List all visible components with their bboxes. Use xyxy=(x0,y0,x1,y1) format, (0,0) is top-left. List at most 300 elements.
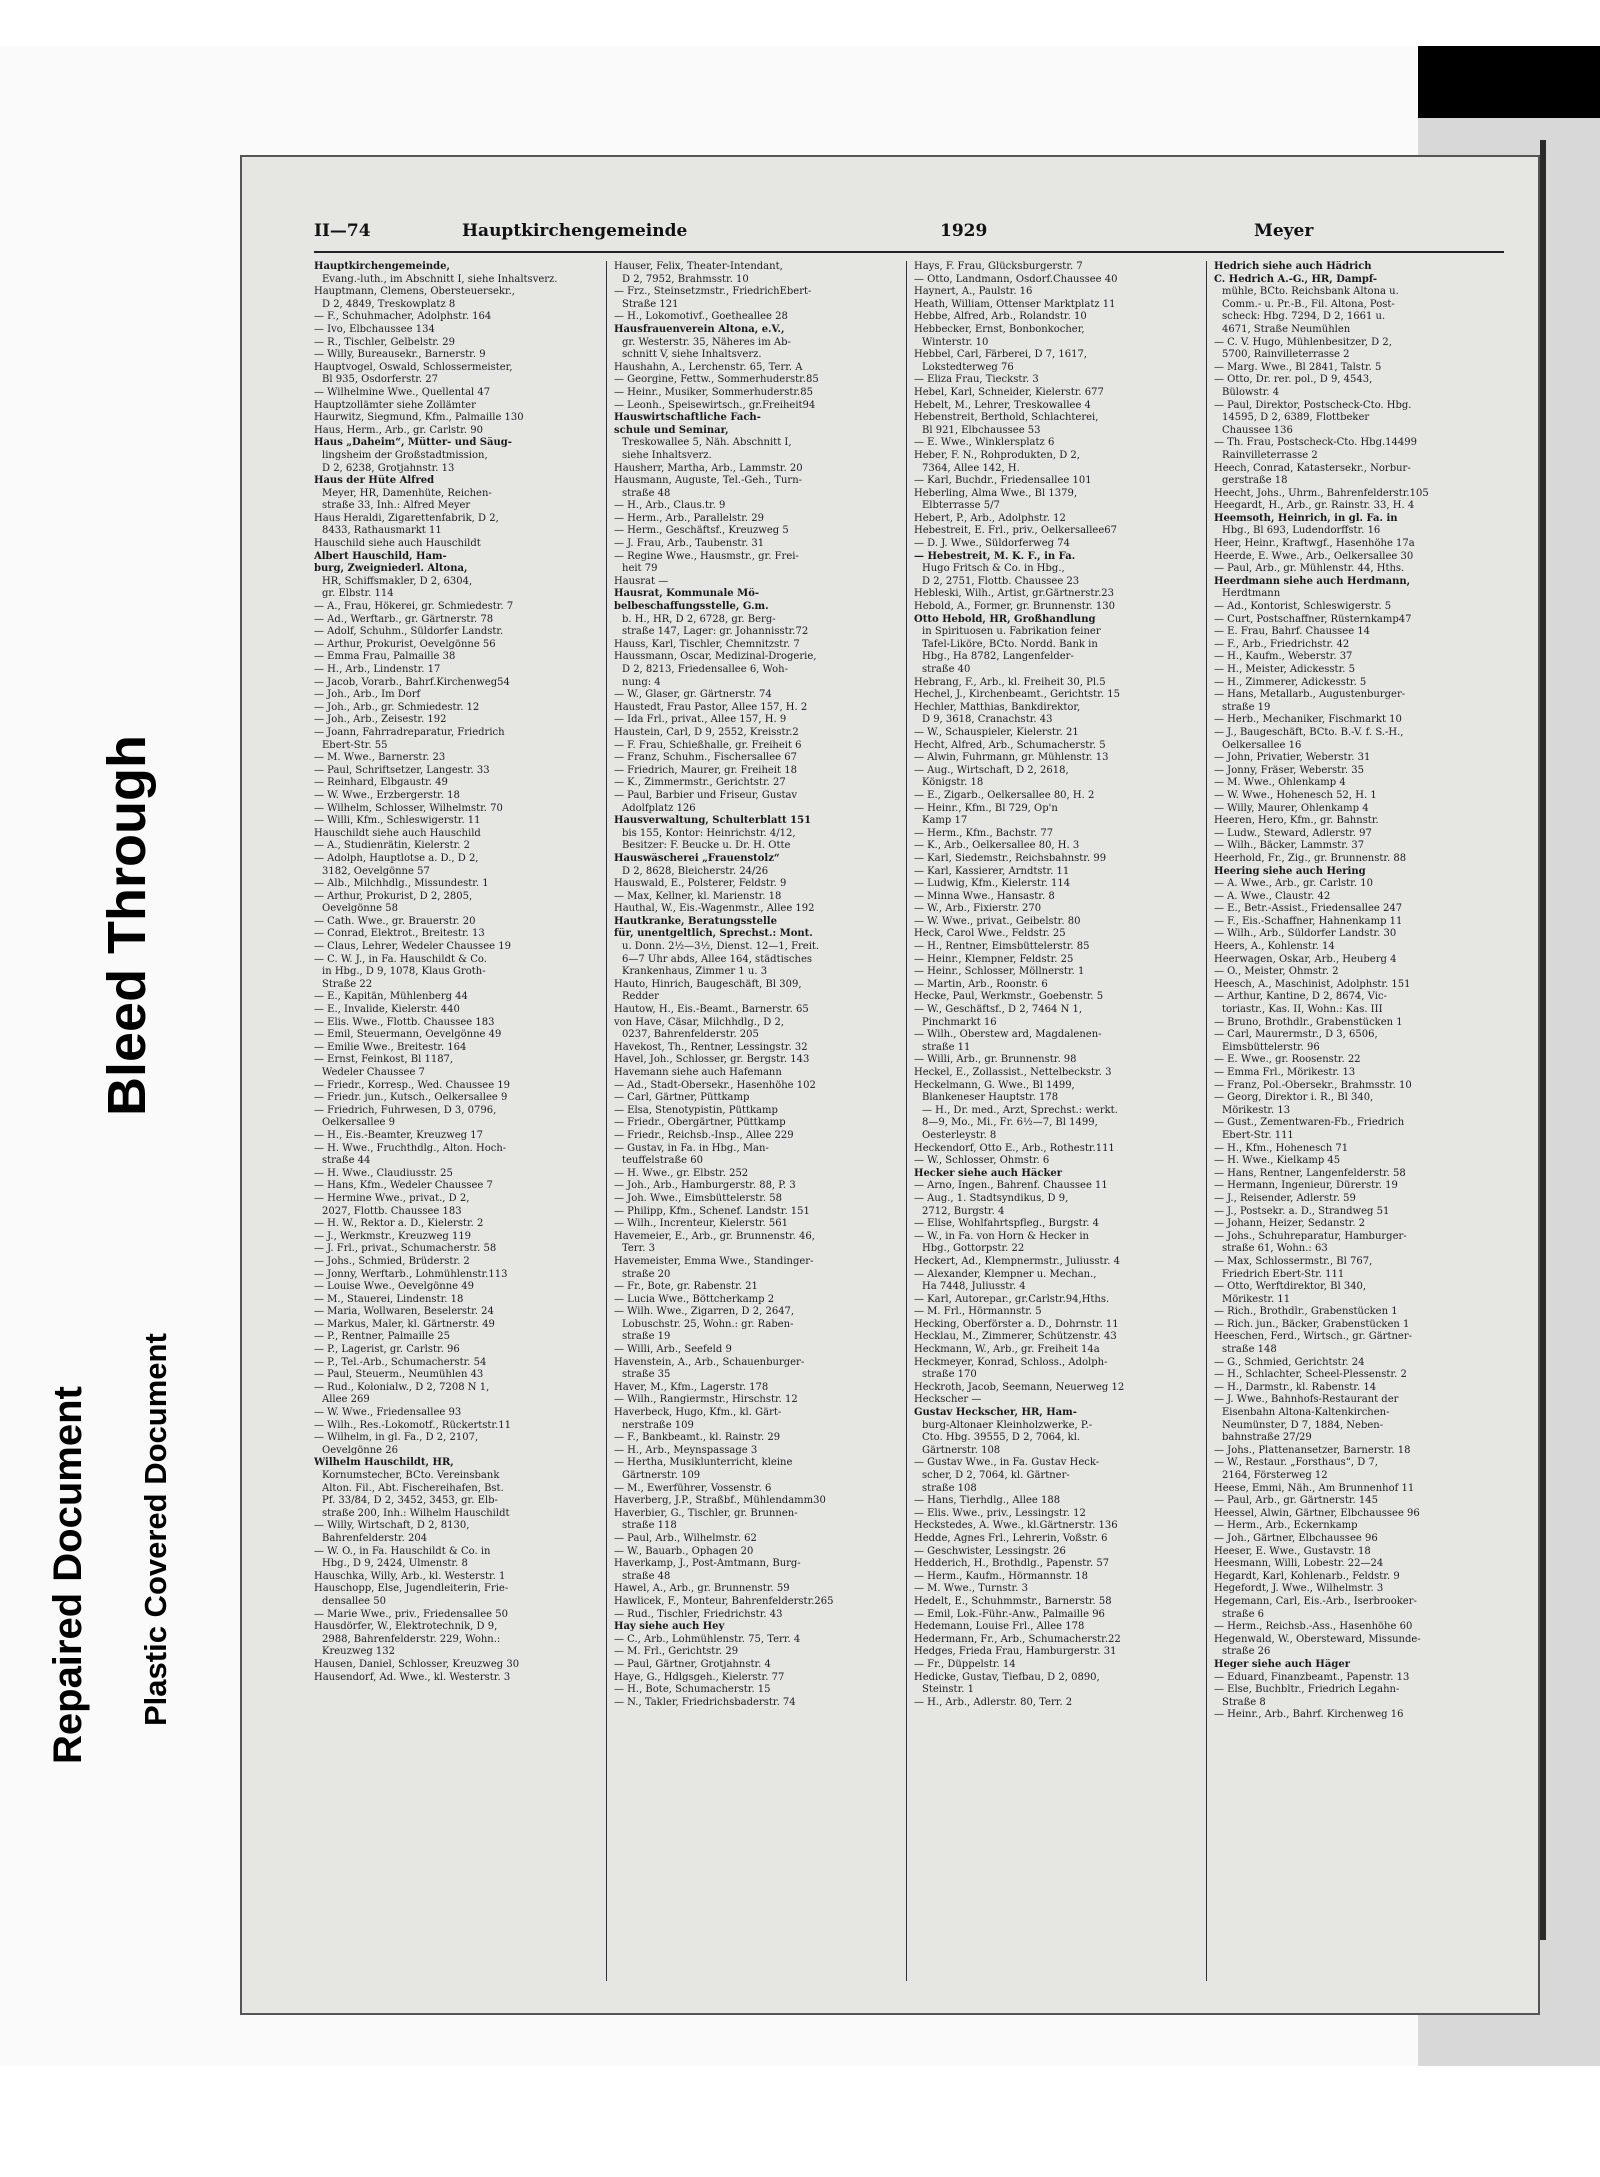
top-margin xyxy=(0,0,1600,46)
directory-entry: — Eduard, Finanzbeamt., Papenstr. 13 xyxy=(1214,1671,1410,1683)
directory-entry: — Friedr., Reichsb.-Insp., Allee 229 xyxy=(614,1129,794,1141)
directory-entry: — Johs., Schmied, Brüderstr. 2 xyxy=(314,1255,470,1267)
column-divider xyxy=(906,261,907,1981)
directory-entry: — Rich. jun., Bäcker, Grabenstücken 1 xyxy=(1214,1318,1410,1330)
directory-entry: Haynert, A., Paulstr. 16 xyxy=(914,286,1033,298)
directory-entry: bahnstraße 27/29 xyxy=(1222,1432,1312,1444)
directory-entry: — Hans, Kfm., Wedeler Chaussee 7 xyxy=(314,1180,493,1192)
directory-entry: — J., Reisender, Adlerstr. 59 xyxy=(1214,1192,1356,1204)
directory-entry: — W., Schlosser, Ohmstr. 6 xyxy=(914,1155,1050,1167)
directory-entry: Heerwagen, Oskar, Arb., Heuberg 4 xyxy=(1214,953,1397,965)
directory-entry: straße 19 xyxy=(1222,701,1271,713)
directory-entry: Lokstedterweg 76 xyxy=(922,361,1014,373)
directory-entry: — H., Zimmerer, Adickesstr. 5 xyxy=(1214,676,1367,688)
directory-entry: — Marie Wwe., priv., Friedensallee 50 xyxy=(314,1608,508,1620)
directory-entry: — Joh., Arb., Zeisestr. 192 xyxy=(314,714,447,726)
directory-entry: — Minna Wwe., Hansastr. 8 xyxy=(914,890,1055,902)
directory-entry: — Wilh., Increnteur, Kielerstr. 561 xyxy=(614,1218,788,1230)
directory-entry: Hegardt, Karl, Kohlenarb., Feldstr. 9 xyxy=(1214,1570,1400,1582)
directory-entry: Pf. 33/84, D 2, 3452, 3453, gr. Elb- xyxy=(322,1495,498,1507)
condition-labels xyxy=(0,0,240,2177)
directory-entry: — E., Kapitän, Mühlenberg 44 xyxy=(314,991,468,1003)
directory-entry: — Wilhelm, Schlosser, Wilhelmstr. 70 xyxy=(314,802,503,814)
directory-entry: — Markus, Maler, kl. Gärtnerstr. 49 xyxy=(314,1318,495,1330)
directory-entry: gr. Elbstr. 114 xyxy=(322,588,394,600)
directory-entry: Friedrich Ebert-Str. 111 xyxy=(1222,1268,1345,1280)
directory-entry: von Have, Cäsar, Milchhdlg., D 2, xyxy=(614,1016,785,1028)
directory-entry: — H., Eis.-Beamter, Kreuzweg 17 xyxy=(314,1129,483,1141)
directory-entry: straße 44 xyxy=(322,1155,371,1167)
directory-entry: Eimsbüttelerstr. 96 xyxy=(1222,1041,1320,1053)
directory-entry: b. H., HR, D 2, 6728, gr. Berg- xyxy=(622,613,776,625)
directory-entry: — E. Wwe., Winklersplatz 6 xyxy=(914,437,1055,449)
directory-entry: 0237, Bahrenfelderstr. 205 xyxy=(622,1029,759,1041)
directory-entry: Havenstein, A., Arb., Schauenburger- xyxy=(614,1356,805,1368)
directory-entry: Hbg., Gottorpstr. 22 xyxy=(922,1243,1025,1255)
directory-entry: — Emma Frau, Palmaille 38 xyxy=(314,651,456,663)
directory-entry: Ebert-Str. 55 xyxy=(322,739,388,751)
directory-entry: Heeren, Hero, Kfm., gr. Bahnstr. xyxy=(1214,815,1379,827)
directory-entry: Haushahn, A., Lerchenstr. 65, Terr. A xyxy=(614,361,803,373)
directory-entry: Hausherr, Martha, Arb., Lammstr. 20 xyxy=(614,462,803,474)
directory-entry: Hechler, Matthias, Bankdirektor, xyxy=(914,701,1081,713)
directory-entry: Kornumstecher, BCto. Vereinsbank xyxy=(322,1470,500,1481)
directory-entry: Heckelmann, G. Wwe., Bl 1499, xyxy=(914,1079,1075,1091)
directory-entry: schule und Seminar, xyxy=(614,424,729,436)
directory-entry: Havel, Joh., Schlosser, gr. Bergstr. 143 xyxy=(614,1054,810,1066)
directory-entry: — Willi, Arb., Seefeld 9 xyxy=(614,1344,732,1356)
directory-entry: Hauswäscherei „Frauenstolz“ xyxy=(614,852,780,864)
directory-entry: — K., Zimmermstr., Gerichtstr. 27 xyxy=(614,777,786,789)
repaired-document-label: Repaired Document xyxy=(46,1386,90,1764)
directory-entry: Heemsoth, Heinrich, in gl. Fa. in xyxy=(1214,512,1398,524)
directory-entry: Heers, A., Kohlenstr. 14 xyxy=(1214,941,1335,953)
directory-entry: — Paul, Gärtner, Grotjahnstr. 4 xyxy=(614,1658,771,1670)
directory-entry: — K., Arb., Oelkersallee 80, H. 3 xyxy=(914,840,1080,852)
directory-entry: Hedderich, H., Brothdlg., Papenstr. 57 xyxy=(914,1558,1110,1570)
directory-entry: — A. Wwe., Arb., gr. Carlstr. 10 xyxy=(1214,878,1373,890)
directory-entry: — H., Arb., Meynspassage 3 xyxy=(614,1444,758,1456)
directory-entry: — A. Wwe., Claustr. 42 xyxy=(1214,890,1331,902)
directory-entry: Hauthal, W., Eis.-Wagenmstr., Allee 192 xyxy=(614,903,815,915)
directory-entry: u. Donn. 2½—3½, Dienst. 12—1, Freit. xyxy=(622,941,820,953)
directory-entry: — Hans, Metallarb., Augustenburger- xyxy=(1214,689,1406,701)
directory-entry: Hecker siehe auch Häcker xyxy=(914,1167,1063,1179)
directory-entry: Straße 121 xyxy=(622,298,679,310)
directory-entry: — Hertha, Musiklunterricht, kleine xyxy=(614,1457,793,1469)
directory-entry: Hebert, P., Arb., Adolphstr. 12 xyxy=(914,512,1066,524)
directory-entry: — Wilhelm, in gl. Fa., D 2, 2107, xyxy=(314,1432,479,1444)
directory-entry: Chaussee 136 xyxy=(1222,424,1293,436)
directory-entry: — Elsa, Stenotypistin, Püttkamp xyxy=(614,1104,778,1116)
directory-entry: Bl 935, Osdorferstr. 27 xyxy=(322,374,439,386)
directory-entry: — Wilh., Rangiermstr., Hirschstr. 12 xyxy=(614,1394,798,1406)
directory-entry: Hugo Fritsch & Co. in Hbg., xyxy=(922,563,1065,575)
directory-entry: — Emma Frl., Mörikestr. 13 xyxy=(1214,1067,1356,1078)
directory-entry: 8—9, Mo., Mi., Fr. 6½—7, Bl 1499, xyxy=(922,1117,1098,1129)
directory-entry: — P., Lagerist, gr. Carlstr. 96 xyxy=(314,1344,460,1356)
directory-entry: Hedelt, E., Schuhmmstr., Barnerstr. 58 xyxy=(914,1595,1112,1607)
directory-entry: — H., Bote, Schumacherstr. 15 xyxy=(614,1684,771,1696)
directory-entry: Hausdörfer, W., Elektrotechnik, D 9, xyxy=(314,1621,498,1633)
directory-entry: D 2, 4849, Treskowplatz 8 xyxy=(322,298,456,310)
directory-entry: HR, Schiffsmakler, D 2, 6304, xyxy=(322,575,473,587)
running-header xyxy=(314,217,1504,247)
directory-entry: Hauss, Karl, Tischler, Chemnitzstr. 7 xyxy=(614,638,800,650)
directory-entry: Otto Hebold, HR, Großhandlung xyxy=(914,613,1096,625)
directory-entry: Hegenwald, W., Obersteward, Missunde- xyxy=(1214,1633,1421,1645)
directory-entry: Oesterleystr. 8 xyxy=(922,1129,997,1141)
directory-entry: Hebbel, Carl, Färberei, D 7, 1617, xyxy=(914,349,1087,361)
directory-entry: Hechel, J., Kirchenbeamt., Gerichtstr. 15 xyxy=(914,689,1120,701)
directory-entry: Heech, Conrad, Katastersekr., Norbur- xyxy=(1214,462,1411,474)
directory-entry: — Joh. Wwe., Eimsbüttelerstr. 58 xyxy=(614,1192,783,1204)
black-corner-tab xyxy=(1418,46,1600,118)
directory-entry: — Rich., Brothdlr., Grabenstücken 1 xyxy=(1214,1306,1398,1318)
directory-entry: — Otto, Landmann, Osdorf.Chaussee 40 xyxy=(914,273,1118,285)
directory-entry: Allee 269 xyxy=(322,1394,370,1406)
directory-entry: — P., Tel.-Arb., Schumacherstr. 54 xyxy=(314,1356,487,1368)
directory-entry: — M. Wwe., Barnerstr. 23 xyxy=(314,752,446,764)
directory-entry: Hauptkirchengemeinde, xyxy=(314,261,451,272)
directory-entry: Heering siehe auch Hering xyxy=(1214,865,1366,877)
directory-entry: Krankenhaus, Zimmer 1 u. 3 xyxy=(622,966,768,978)
directory-entry: Hecking, Oberförster a. D., Dohrnstr. 11 xyxy=(914,1318,1119,1330)
directory-entry: belbeschaffungsstelle, G.m. xyxy=(614,601,769,613)
directory-entry: — Wilh., Arb., Süldorfer Landstr. 30 xyxy=(1214,928,1397,940)
directory-entry: — Hebestreit, M. K. F., in Fa. xyxy=(914,550,1076,562)
directory-entry: — W. Wwe., Hohenesch 52, H. 1 xyxy=(1214,789,1377,801)
directory-entry: — Adolf, Schuhm., Süldorfer Landstr. xyxy=(314,626,504,638)
directory-entry: — Herm., Geschäftsf., Kreuzweg 5 xyxy=(614,525,789,537)
directory-entry: nerstraße 109 xyxy=(622,1419,694,1431)
directory-entry: straße 35 xyxy=(622,1369,671,1381)
directory-entry: — D. J. Wwe., Süldorferweg 74 xyxy=(914,538,1070,550)
header-rule xyxy=(314,251,1504,253)
directory-entry: — Louise Wwe., Oevelgönne 49 xyxy=(314,1281,475,1293)
directory-entry: — Gust., Zementwaren-Fb., Friedrich xyxy=(1214,1117,1405,1129)
directory-entry: — E. Wwe., gr. Roosenstr. 22 xyxy=(1214,1054,1361,1066)
directory-entry: Lobuschstr. 25, Wohn.: gr. Raben- xyxy=(622,1318,794,1330)
directory-entry: — Johs., Schuhreparatur, Hamburger- xyxy=(1214,1230,1407,1242)
directory-entry: Gärtnerstr. 109 xyxy=(622,1470,701,1481)
directory-entry: — Paul, Schriftsetzer, Langestr. 33 xyxy=(314,764,490,776)
directory-entry: — Frz., Steinsetzmstr., FriedrichEbert- xyxy=(614,286,812,298)
directory-entry: — H. Wwe., Kielkamp 45 xyxy=(1214,1155,1341,1167)
directory-entry: — F., Arb., Friedrichstr. 42 xyxy=(1214,638,1350,650)
directory-entry: — Fr., Düppelstr. 14 xyxy=(914,1658,1016,1670)
directory-entry: Hausrat, Kommunale Mö- xyxy=(614,588,760,600)
directory-entry: — W., Glaser, gr. Gärtnerstr. 74 xyxy=(614,689,772,701)
directory-entry: — Reinhard, Elbgaustr. 49 xyxy=(314,777,448,789)
directory-entry: Hausen, Daniel, Schlosser, Kreuzweg 30 xyxy=(314,1658,520,1670)
directory-entry: Heerdmann siehe auch Herdmann, xyxy=(1214,575,1411,587)
directory-entry: — Wilhelmine Wwe., Quellental 47 xyxy=(314,386,491,398)
directory-entry: — Johann, Heizer, Sedanstr. 2 xyxy=(1214,1218,1366,1230)
directory-entry: Hecke, Paul, Werkmstr., Goebenstr. 5 xyxy=(914,991,1104,1003)
directory-page xyxy=(240,155,1540,2015)
directory-entry: Heckroth, Jacob, Seemann, Neuerweg 12 xyxy=(914,1381,1125,1393)
directory-entry: — Paul, Direktor, Postscheck-Cto. Hbg. xyxy=(1214,399,1412,411)
directory-entry: Hauptzollämter siehe Zollämter xyxy=(314,399,476,411)
directory-entry: straße 26 xyxy=(1222,1646,1271,1658)
directory-entry: Haverbier, G., Tischler, gr. Brunnen- xyxy=(614,1507,798,1519)
directory-entry: burg, Zweigniederl. Altona, xyxy=(314,563,468,575)
directory-entry: Heckel, E., Zollassist., Nettelbeckstr. 3 xyxy=(914,1067,1112,1078)
directory-entry: — Karl, Buchdr., Friedensallee 101 xyxy=(914,475,1092,487)
directory-entry: — Paul, Arb., gr. Gärtnerstr. 145 xyxy=(1214,1495,1378,1507)
directory-entry: Hegefordt, J. Wwe., Wilhelmstr. 3 xyxy=(1214,1583,1384,1595)
directory-entry: — Th. Frau, Postscheck-Cto. Hbg.14499 xyxy=(1214,437,1417,449)
directory-entry: — H., Darmstr., kl. Rabenstr. 14 xyxy=(1214,1381,1377,1393)
directory-entry: Oelkersallee 9 xyxy=(322,1117,395,1129)
directory-entry: — Else, Buchbltr., Friedrich Legahn- xyxy=(1214,1684,1400,1696)
directory-entry: Hausendorf, Ad. Wwe., kl. Westerstr. 3 xyxy=(314,1671,511,1683)
directory-entry: — John, Privatier, Weberstr. 31 xyxy=(1214,752,1371,764)
directory-entry: — Jacob, Vorarb., Bahrf.Kirchenweg54 xyxy=(314,676,510,688)
directory-entry: — H., Lokomotivf., Goetheallee 28 xyxy=(614,311,788,323)
directory-entry: — J. Frl., privat., Schumacherstr. 58 xyxy=(314,1243,497,1255)
directory-entry: — H. Wwe., Fruchthdlg., Alton. Hoch- xyxy=(314,1142,507,1154)
directory-entry: straße 148 xyxy=(1222,1344,1277,1356)
directory-columns xyxy=(314,261,1504,1981)
directory-entry: Comm.- u. Pr.-B., Fil. Altona, Post- xyxy=(1222,298,1395,310)
directory-entry: straße 48 xyxy=(622,1570,671,1582)
directory-entry: Bahrenfelderstr. 204 xyxy=(322,1532,428,1544)
directory-entry: — Willy, Wirtschaft, D 2, 8130, xyxy=(314,1520,470,1532)
directory-entry: Hautkranke, Beratungsstelle xyxy=(614,915,777,927)
directory-entry: — H. Wwe., Claudiusstr. 25 xyxy=(314,1167,453,1179)
directory-entry: — Emil, Steuermann, Oevelgönne 49 xyxy=(314,1029,502,1041)
directory-entry: Hauptvogel, Oswald, Schlossermeister, xyxy=(314,361,513,373)
directory-entry: — Heinr., Klempner, Feldstr. 25 xyxy=(914,953,1074,965)
directory-entry: — Alb., Milchhdlg., Missundestr. 1 xyxy=(314,878,489,890)
section-title: Hauptkirchengemeinde xyxy=(462,221,688,241)
directory-entry: Hedges, Frieda Frau, Hamburgerstr. 31 xyxy=(914,1646,1117,1658)
directory-entry: Hebel, Karl, Schneider, Kielerstr. 677 xyxy=(914,386,1104,398)
directory-entry: Evang.-luth., im Abschnitt I, siehe Inhaltsverz. xyxy=(322,273,558,285)
directory-entry: 14595, D 2, 6389, Flottbeker xyxy=(1222,412,1370,424)
directory-entry: — Herm., Kaufm., Hörmannstr. 18 xyxy=(914,1570,1088,1582)
directory-entry: Heegardt, H., Arb., gr. Rainstr. 33, H. 4 xyxy=(1214,500,1415,512)
directory-entry: — N., Takler, Friedrichsbaderstr. 74 xyxy=(614,1696,796,1708)
directory-entry: — W., Geschäftsf., D 2, 7464 N 1, xyxy=(914,1004,1083,1016)
directory-entry: — Ivo, Elbchaussee 134 xyxy=(314,323,435,335)
directory-entry: Rainvilleterrasse 2 xyxy=(1222,449,1318,461)
directory-entry: straße 108 xyxy=(922,1482,977,1494)
directory-entry: Havekost, Th., Rentner, Lessingstr. 32 xyxy=(614,1041,808,1053)
directory-entry: — M. Frl., Gerichtstr. 29 xyxy=(614,1646,739,1658)
directory-entry: Herdtmann xyxy=(1222,588,1281,600)
directory-entry: straße 118 xyxy=(622,1520,677,1532)
directory-entry: — Herb., Mechaniker, Fischmarkt 10 xyxy=(1214,714,1402,726)
directory-entry: — Wilh. Wwe., Zigarren, D 2, 2647, xyxy=(614,1306,795,1318)
directory-entry: Heckert, Ad., Klempnermstr., Juliusstr. 4 xyxy=(914,1255,1120,1267)
directory-entry: — Rud., Kolonialw., D 2, 7208 N 1, xyxy=(314,1381,490,1393)
directory-entry: Haustedt, Frau Pastor, Allee 157, H. 2 xyxy=(614,701,808,713)
directory-entry: Haverberg, J.P., Straßbf., Mühlendamm30 xyxy=(614,1495,826,1507)
directory-entry: — Ad., Stadt-Obersekr., Hasenhöhe 102 xyxy=(614,1079,816,1091)
directory-entry: — W. Wwe., Friedensallee 93 xyxy=(314,1407,462,1419)
name-range: Meyer xyxy=(1254,221,1314,241)
directory-entry: — Franz, Schuhm., Fischersallee 67 xyxy=(614,752,797,764)
directory-entry: Blankeneser Hauptstr. 178 xyxy=(922,1092,1059,1104)
directory-entry: Hauschild siehe auch Hauschildt xyxy=(314,538,481,550)
directory-entry: schnitt V, siehe Inhaltsverz. xyxy=(622,349,762,361)
directory-entry: — Willi, Arb., gr. Brunnenstr. 98 xyxy=(914,1054,1077,1066)
directory-entry: — Maria, Wollwaren, Beselerstr. 24 xyxy=(314,1306,494,1318)
directory-entry: — Arthur, Kantine, D 2, 8674, Vic- xyxy=(1214,991,1387,1003)
directory-entry: 8433, Rathausmarkt 11 xyxy=(322,525,442,537)
directory-entry: — Marg. Wwe., Bl 2841, Talstr. 5 xyxy=(1214,361,1382,373)
directory-entry: Haus „Daheim“, Mütter- und Säug- xyxy=(314,437,512,449)
directory-entry: Heese, Emmi, Näh., Am Brunnenhof 11 xyxy=(1214,1482,1415,1494)
directory-entry: Heesch, A., Maschinist, Adolphstr. 151 xyxy=(1214,978,1411,990)
directory-entry: — Claus, Lehrer, Wedeler Chaussee 19 xyxy=(314,941,511,953)
binding-shadow xyxy=(1540,140,1546,1940)
directory-entry: Haverkamp, J., Post-Amtmann, Burg- xyxy=(614,1558,801,1570)
directory-entry: Hebold, A., Former, gr. Brunnenstr. 130 xyxy=(914,601,1115,613)
bleed-through-label: Bleed Through xyxy=(97,735,157,1116)
directory-entry: straße 11 xyxy=(922,1041,971,1053)
directory-entry: — Willy, Maurer, Ohlenkamp 4 xyxy=(1214,802,1369,814)
directory-entry: — O., Meister, Ohmstr. 2 xyxy=(1214,966,1339,978)
directory-entry: — M., Stauerei, Lindenstr. 18 xyxy=(314,1293,464,1305)
directory-entry: — P., Rentner, Palmaille 25 xyxy=(314,1331,451,1343)
directory-entry: Redder xyxy=(622,991,659,1003)
directory-entry: — Rud., Tischler, Friedrichstr. 43 xyxy=(614,1608,783,1620)
directory-entry: — C. W. J., in Fa. Hauschildt & Co. xyxy=(314,953,487,965)
directory-entry: Heckmann, W., Arb., gr. Freiheit 14a xyxy=(914,1344,1100,1356)
directory-entry: Hedemann, Louise Frl., Allee 178 xyxy=(914,1621,1085,1633)
directory-entry: 5700, Rainvilleterrasse 2 xyxy=(1222,349,1350,361)
directory-entry: — Gustav Wwe., in Fa. Gustav Heck- xyxy=(914,1457,1100,1469)
directory-entry: — R., Tischler, Gelbelstr. 29 xyxy=(314,336,455,348)
directory-entry: — W., Schauspieler, Kielerstr. 21 xyxy=(914,726,1079,738)
directory-entry: — J. Frau, Arb., Taubenstr. 31 xyxy=(614,538,765,550)
directory-entry: Hausrat — xyxy=(614,575,669,587)
directory-entry: — W., Arb., Fixierstr. 270 xyxy=(914,903,1042,915)
directory-entry: Oevelgönne 26 xyxy=(322,1444,399,1456)
directory-entry: Pinchmarkt 16 xyxy=(922,1016,997,1028)
directory-entry: Cto. Hbg. 39555, D 2, 7064, kl. xyxy=(922,1432,1081,1444)
directory-entry: Oevelgönne 58 xyxy=(322,903,399,915)
directory-entry: Hauschopp, Else, Jugendleiterin, Frie- xyxy=(314,1583,509,1595)
directory-entry: — Alwin, Fuhrmann, gr. Mühlenstr. 13 xyxy=(914,752,1109,764)
directory-entry: — H., Kaufm., Weberstr. 37 xyxy=(1214,651,1353,663)
directory-entry: Wilhelm Hauschildt, HR, xyxy=(314,1457,454,1469)
directory-entry: Hbg., Bl 693, Ludendorffstr. 16 xyxy=(1222,525,1381,537)
directory-entry: — W., Restaur. „Forsthaus“, D 7, xyxy=(1214,1457,1378,1469)
directory-entry: Gärtnerstr. 108 xyxy=(922,1444,1001,1456)
directory-entry: Treskowallee 5, Näh. Abschnitt I, xyxy=(622,437,792,449)
directory-entry: gerstraße 18 xyxy=(1222,475,1288,487)
directory-entry: Tafel-Liköre, BCto. Nordd. Bank in xyxy=(922,638,1098,650)
column-divider xyxy=(606,261,607,1981)
directory-entry: 6—7 Uhr abds, Allee 164, städtisches xyxy=(622,953,813,965)
directory-entry: — Emilie Wwe., Breitestr. 164 xyxy=(314,1041,467,1053)
directory-entry: — Geschwister, Lessingstr. 26 xyxy=(914,1545,1066,1557)
directory-entry: Hedrich siehe auch Hädrich xyxy=(1214,261,1372,272)
directory-entry: mühle, BCto. Reichsbank Altona u. xyxy=(1222,286,1399,298)
directory-entry: Meyer, HR, Damenhüte, Reichen- xyxy=(322,487,492,499)
directory-entry: Hedde, Agnes Frl., Lehrerin, Voßstr. 6 xyxy=(914,1532,1108,1544)
directory-entry: — H., Schlachter, Scheel-Plessenstr. 2 xyxy=(1214,1369,1407,1381)
directory-entry: Havemeier, E., Arb., gr. Brunnenstr. 46, xyxy=(614,1230,815,1242)
directory-entry: straße 20 xyxy=(622,1268,671,1280)
directory-entry: Heger siehe auch Häger xyxy=(1214,1658,1350,1670)
directory-entry: — Ludwig, Kfm., Kielerstr. 114 xyxy=(914,878,1071,890)
column-4 xyxy=(1214,261,1499,1981)
directory-entry: — Joh., Arb., Im Dorf xyxy=(314,689,421,701)
directory-entry: Ebert-Str. 111 xyxy=(1222,1129,1294,1141)
directory-entry: densallee 50 xyxy=(322,1595,386,1607)
directory-entry: straße 19 xyxy=(622,1331,671,1343)
directory-entry: — A., Studienrätin, Kielerstr. 2 xyxy=(314,840,470,852)
directory-entry: — Karl, Siedemstr., Reichsbahnstr. 99 xyxy=(914,852,1107,864)
directory-entry: Hawlicek, F., Monteur, Bahrenfelderstr.265 xyxy=(614,1595,834,1607)
directory-entry: — H., Meister, Adickesstr. 5 xyxy=(1214,664,1355,675)
directory-entry: straße 48 xyxy=(622,487,671,499)
directory-entry: — Arthur, Prokurist, Oevelgönne 56 xyxy=(314,638,496,650)
directory-entry: — W. Wwe., Erzbergerstr. 18 xyxy=(314,789,460,801)
directory-entry: — Conrad, Elektrot., Breitestr. 13 xyxy=(314,928,485,940)
directory-entry: 3182, Oevelgönne 57 xyxy=(322,865,430,877)
directory-entry: Hebelt, M., Lehrer, Treskowallee 4 xyxy=(914,399,1091,411)
directory-entry: straße 61, Wohn.: 63 xyxy=(1222,1243,1328,1255)
directory-entry: — M., Ewerführer, Vossenstr. 6 xyxy=(614,1482,772,1494)
directory-entry: straße 170 xyxy=(922,1369,977,1381)
directory-entry: — Jonny, Fräser, Weberstr. 35 xyxy=(1214,764,1364,776)
directory-entry: Heerhold, Fr., Zig., gr. Brunnenstr. 88 xyxy=(1214,852,1407,864)
directory-entry: Hauschka, Willy, Arb., kl. Westerstr. 1 xyxy=(314,1570,506,1582)
directory-entry: Hawel, A., Arb., gr. Brunnenstr. 59 xyxy=(614,1583,790,1595)
directory-entry: toriastr., Kas. II, Wohn.: Kas. III xyxy=(1222,1004,1383,1016)
directory-entry: — M. Wwe., Ohlenkamp 4 xyxy=(1214,777,1346,789)
directory-entry: lingsheim der Großstadtmission, xyxy=(322,449,488,461)
directory-entry: — Friedrich, Fuhrwesen, D 3, 0796, xyxy=(314,1104,497,1116)
directory-entry: straße 33, Inh.: Alfred Meyer xyxy=(322,500,471,512)
directory-entry: Haus Heraldi, Zigarettenfabrik, D 2, xyxy=(314,512,499,524)
directory-entry: — Willy, Bureausekr., Barnerstr. 9 xyxy=(314,349,486,361)
directory-entry: — Max, Kellner, kl. Marienstr. 18 xyxy=(614,890,782,902)
column-3 xyxy=(914,261,1199,1981)
directory-entry: Hauto, Hinrich, Baugeschäft, Bl 309, xyxy=(614,978,802,990)
directory-entry: Winterstr. 10 xyxy=(922,336,989,348)
directory-entry: — H., Arb., Lindenstr. 17 xyxy=(314,664,441,675)
directory-entry: Haussmann, Oscar, Medizinal-Drogerie, xyxy=(614,651,817,663)
directory-entry: — M. Wwe., Turnstr. 3 xyxy=(914,1583,1028,1595)
directory-entry: — Hermann, Ingenieur, Dürerstr. 19 xyxy=(1214,1180,1398,1192)
directory-entry: — H., Kfm., Hohenesch 71 xyxy=(1214,1142,1349,1154)
directory-entry: Hausverwaltung, Schulterblatt 151 xyxy=(614,815,812,827)
directory-entry: Haverbeck, Hugo, Kfm., kl. Gärt- xyxy=(614,1407,782,1419)
plastic-covered-label: Plastic Covered Document xyxy=(138,1333,173,1726)
directory-entry: D 2, 8628, Bleicherstr. 24/26 xyxy=(622,865,769,877)
directory-entry: — F., Eis.-Schaffner, Hahnenkamp 11 xyxy=(1214,915,1403,927)
directory-entry: Hebbe, Alfred, Arb., Rolandstr. 10 xyxy=(914,311,1087,323)
directory-entry: gr. Westerstr. 35, Näheres im Ab- xyxy=(622,336,791,348)
directory-entry: straße 200, Inh.: Wilhelm Hauschildt xyxy=(322,1507,510,1519)
directory-entry: Kamp 17 xyxy=(922,815,968,827)
column-divider xyxy=(1206,261,1207,1981)
directory-entry: — Heinr., Schlosser, Möllnerstr. 1 xyxy=(914,966,1085,978)
directory-entry: Heber, F. N., Rohprodukten, D 2, xyxy=(914,449,1080,461)
directory-entry: — Aug., 1. Stadtsyndikus, D 9, xyxy=(914,1192,1069,1204)
directory-entry: Alton. Fil., Abt. Fischereihafen, Bst. xyxy=(322,1482,504,1494)
directory-entry: — Ad., Werftarb., gr. Gärtnerstr. 78 xyxy=(314,613,494,625)
directory-entry: — Joh., Arb., Hamburgerstr. 88, P. 3 xyxy=(614,1180,796,1192)
